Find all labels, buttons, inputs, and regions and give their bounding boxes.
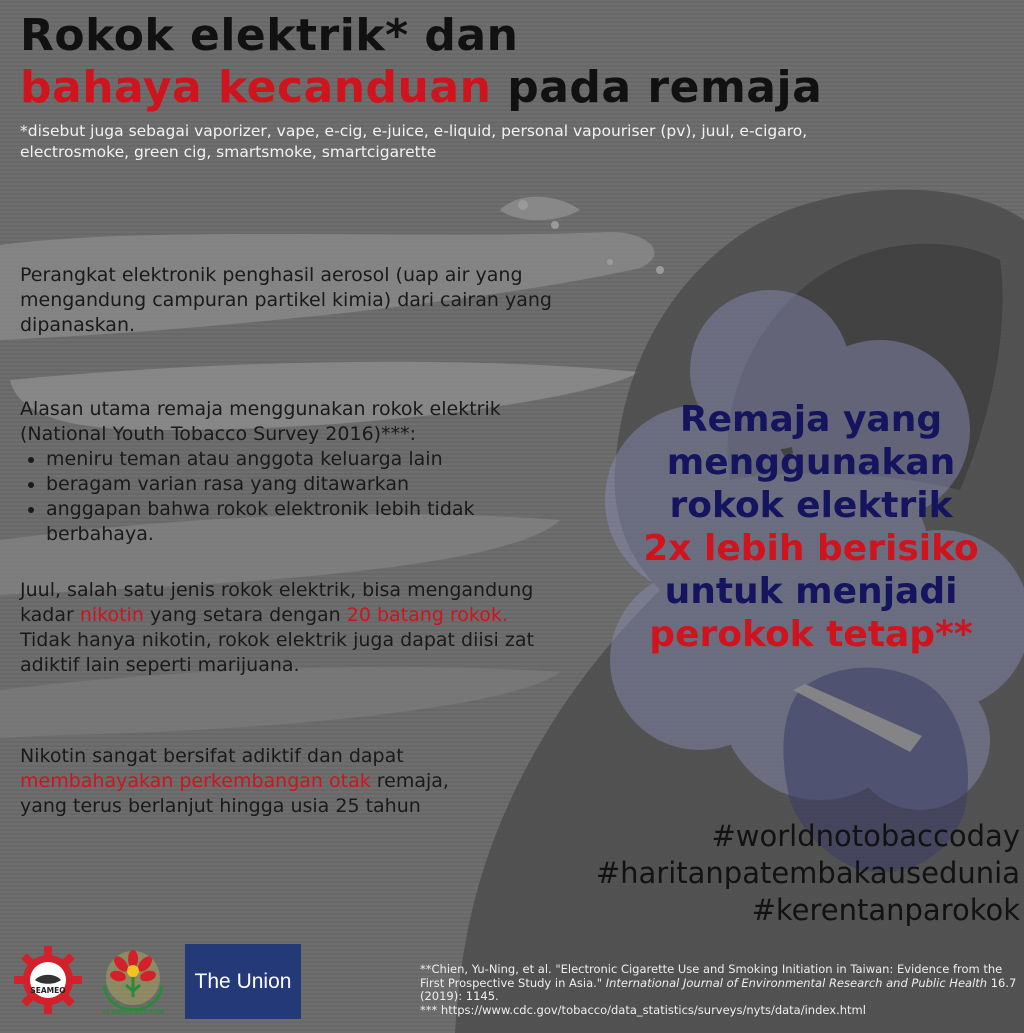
the-union-logo bbox=[185, 944, 301, 1019]
callout-line: menggunakan bbox=[666, 442, 956, 483]
title-line-1: Rokok elektrik* dan bbox=[20, 10, 519, 61]
text-segment: remaja, yang terus berlanjut hingga usia 25 tahun bbox=[20, 770, 449, 817]
title-line-2 bbox=[20, 62, 823, 113]
hashtag: #haritanpatembakausedunia bbox=[595, 856, 1020, 890]
list-item: • anggapan bahwa rokok elektronik lebih tidak berbahaya. bbox=[46, 497, 580, 547]
references bbox=[420, 963, 1020, 1017]
list-item: • beragam varian rasa yang ditawarkan bbox=[46, 472, 580, 497]
risk-callout bbox=[596, 398, 1024, 656]
callout-line: Remaja yang bbox=[679, 399, 943, 440]
ref-text: 16.7 (2019): 1145. bbox=[420, 975, 1017, 1003]
reasons-paragraph bbox=[20, 397, 580, 547]
reference-1 bbox=[420, 963, 1020, 1004]
callout-line: untuk menjadi bbox=[664, 571, 958, 612]
text-segment: Tidak hanya nikotin, rokok elektrik juga dapat diisi zat adiktif lain seperti marijuana. bbox=[20, 629, 534, 676]
seameo-recfon-logo bbox=[88, 945, 178, 1015]
title-rest: pada remaja bbox=[491, 62, 823, 113]
title-highlight: bahaya kecanduan bbox=[20, 62, 492, 113]
brush-stroke bbox=[500, 197, 580, 220]
callout-line: rokok elektrik bbox=[669, 485, 953, 526]
highlight-brain: membahayakan perkembangan otak bbox=[20, 770, 371, 792]
hashtags bbox=[596, 818, 1020, 929]
callout-line-highlight: 2x lebih berisiko bbox=[643, 528, 979, 569]
reasons-intro: Alasan utama remaja menggunakan rokok elektrik (National Youth Tobacco Survey 2016)***: bbox=[20, 398, 501, 445]
text-segment: Nikotin sangat bersifat adiktif dan dapat bbox=[20, 745, 404, 767]
recfon-logo-text: SEAMEO RECFON bbox=[101, 1008, 165, 1015]
seameo-logo-text: SEAMEO bbox=[30, 986, 66, 995]
callout-line-highlight: perokok tetap** bbox=[649, 614, 973, 655]
definition-paragraph: Perangkat elektronik penghasil aerosol (uap air yang mengandung campuran partikel kimia) dari cairan yang dipanaskan. bbox=[20, 264, 552, 336]
reasons-list bbox=[20, 447, 580, 547]
highlight-nikotin: nikotin bbox=[79, 604, 144, 626]
synonyms-footnote: *disebut juga sebagai vaporizer, vape, e-cig, e-juice, e-liquid, personal vapouriser (pv), juul, e-cigaro, electrosmoke, green cig, smartsmoke, smartcigarette bbox=[20, 122, 808, 161]
seameo-logo bbox=[13, 945, 83, 1015]
nicotine-paragraph bbox=[20, 744, 490, 819]
hashtag: #worldnotobaccoday bbox=[711, 819, 1020, 853]
reference-2: *** https://www.cdc.gov/tobacco/data_statistics/surveys/nyts/data/index.html bbox=[420, 1002, 866, 1017]
highlight-20-batang: 20 batang rokok. bbox=[346, 604, 508, 626]
ref-journal: International Journal of Environmental Research and Public Health bbox=[605, 975, 988, 990]
list-item: • meniru teman atau anggota keluarga lain bbox=[46, 447, 580, 472]
ref-text: **Chien, Yu-Ning, et al. "Electronic Cigarette Use and Smoking Initiation in Taiwan: Evidence from the First Prospective Study in Asia." bbox=[420, 962, 1003, 990]
text-segment: yang setara dengan bbox=[143, 604, 347, 626]
text-segment: Juul, salah satu jenis rokok elektrik, bisa mengandung kadar bbox=[20, 579, 534, 626]
hashtag: #kerentanparokok bbox=[751, 893, 1020, 927]
juul-paragraph bbox=[20, 578, 540, 678]
union-logo-text: The Union bbox=[194, 969, 292, 993]
